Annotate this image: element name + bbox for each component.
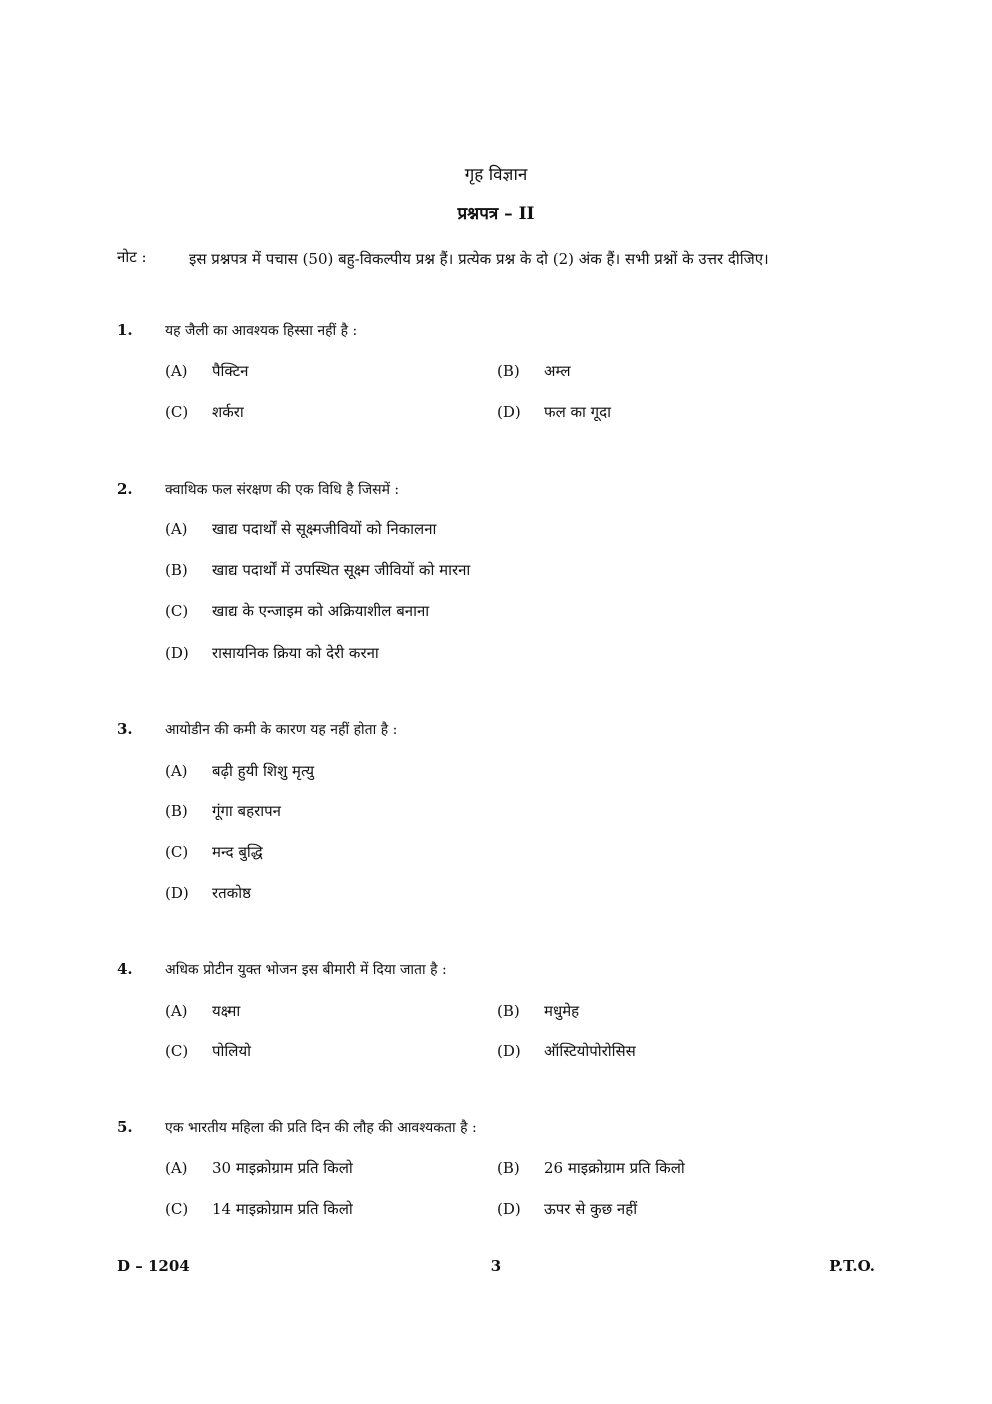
option-text: खाद्य पदार्थों में उपस्थित सूक्ष्म जीवियों को मारना (212, 561, 471, 579)
option-d (497, 1041, 636, 1061)
option-text: मन्द बुद्धि (212, 843, 263, 861)
option-b (165, 560, 470, 580)
option-text: बढ़ी हुयी शिशु मृत्यु (212, 762, 315, 780)
option-text: खाद्य पदार्थों से सूक्ष्मजीवियों को निकालना (212, 520, 437, 538)
question-text: आयोडीन की कमी के कारण यह नहीं होता है : (165, 722, 398, 738)
option-label: (A) (165, 362, 188, 380)
option-text: 30 माइक्रोग्राम प्रति किलो (212, 1159, 353, 1177)
option-text: रासायनिक क्रिया को देरी करना (212, 644, 379, 662)
question-text: यह जैली का आवश्यक हिस्सा नहीं है : (165, 323, 358, 339)
option-text: ऊपर से कुछ नहीं (544, 1200, 638, 1218)
paper-title: प्रश्नपत्र – II (457, 204, 535, 224)
option-label: (D) (497, 403, 521, 421)
option-c (165, 601, 429, 621)
option-d (165, 883, 251, 903)
option-label: (A) (165, 1002, 188, 1020)
option-a (165, 1158, 353, 1178)
question-text: अधिक प्रोटीन युक्त भोजन इस बीमारी में दिया जाता है : (165, 962, 447, 978)
option-label: (C) (165, 602, 189, 620)
option-label: (C) (165, 1200, 189, 1218)
option-d (497, 1199, 637, 1219)
page-number: 3 (490, 1257, 502, 1275)
option-label: (A) (165, 1159, 188, 1177)
option-c (165, 1041, 251, 1061)
question-text: क्वाथिक फल संरक्षण की एक विधि है जिसमें : (165, 482, 400, 498)
option-label: (D) (165, 644, 189, 662)
option-text: पैक्टिन (212, 362, 249, 380)
question-number: 4. (117, 960, 133, 978)
option-a (165, 761, 314, 781)
option-label: (B) (497, 1159, 520, 1177)
option-text: पोलियो (212, 1042, 252, 1060)
option-label: (D) (497, 1042, 521, 1060)
option-label: (C) (165, 843, 189, 861)
option-text: शर्करा (212, 403, 244, 421)
option-label: (A) (165, 520, 188, 538)
option-a (165, 519, 436, 539)
option-label: (B) (497, 362, 520, 380)
option-text: रतकोष्ठ (212, 884, 251, 902)
option-d (497, 402, 611, 422)
option-b (497, 1001, 579, 1021)
option-a (165, 361, 248, 381)
subject-title: गृह विज्ञान (464, 165, 528, 185)
question-number: 3. (117, 720, 133, 738)
option-label: (D) (165, 884, 189, 902)
option-label: (C) (165, 403, 189, 421)
option-label: (A) (165, 762, 188, 780)
option-label: (B) (165, 802, 188, 820)
option-b (497, 1158, 685, 1178)
option-label: (D) (497, 1200, 521, 1218)
option-text: 14 माइक्रोग्राम प्रति किलो (212, 1200, 353, 1218)
question-number: 5. (117, 1118, 133, 1136)
question-text: एक भारतीय महिला की प्रति दिन की लौह की आवश्यकता है : (165, 1120, 477, 1136)
note-text: इस प्रश्नपत्र में पचास (50) बहु-विकल्पीय प्रश्न हैं। प्रत्येक प्रश्न के दो (2) अंक हैं। सभी प्रश्नों के उत्तर दीजिए। (189, 250, 769, 268)
option-text: खाद्य के एन्जाइम को अक्रियाशील बनाना (212, 602, 430, 620)
option-text: यक्ष्मा (212, 1002, 241, 1020)
option-label: (C) (165, 1042, 189, 1060)
option-d (165, 643, 379, 663)
option-label: (B) (497, 1002, 520, 1020)
pto-label: P.T.O. (829, 1257, 875, 1275)
question-number: 1. (117, 321, 133, 339)
option-b (165, 801, 281, 821)
option-text: ऑस्टियोपोरोसिस (544, 1042, 636, 1060)
option-text: गूंगा बहरापन (212, 802, 281, 820)
option-text: 26 माइक्रोग्राम प्रति किलो (544, 1159, 685, 1177)
option-label: (B) (165, 561, 188, 579)
option-text: मधुमेह (544, 1002, 580, 1020)
note-label: नोट : (117, 248, 147, 266)
option-a (165, 1001, 240, 1021)
question-number: 2. (117, 480, 133, 498)
option-c (165, 1199, 353, 1219)
option-c (165, 842, 263, 862)
option-text: फल का गूदा (544, 403, 611, 421)
option-b (497, 361, 571, 381)
option-text: अम्ल (544, 362, 571, 380)
option-c (165, 402, 244, 422)
paper-code: D – 1204 (117, 1257, 190, 1275)
